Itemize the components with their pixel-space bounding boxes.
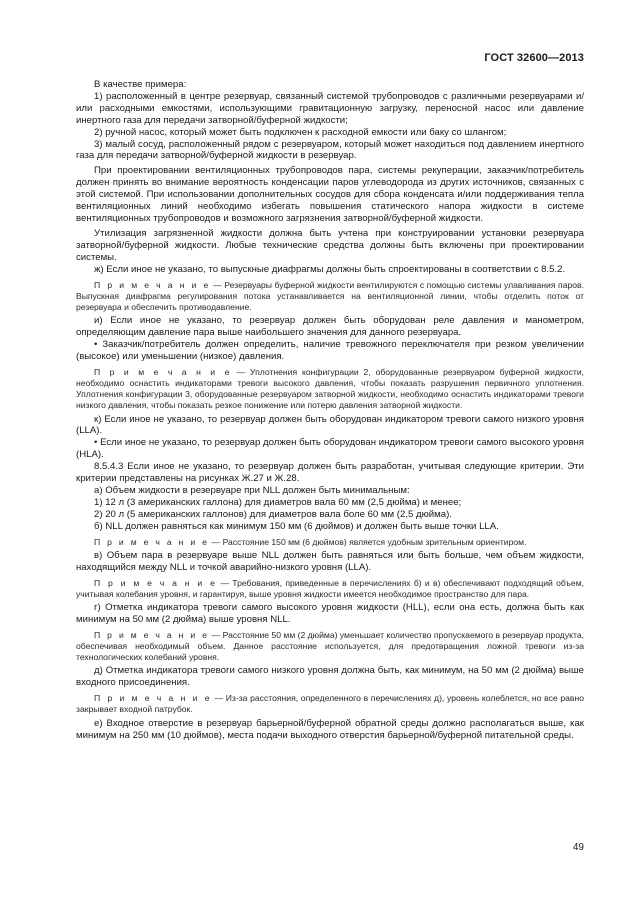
note	[76, 280, 584, 314]
note-label: П р и м е ч а н и е	[94, 279, 211, 290]
paragraph: • Заказчик/потребитель должен определить, наличие тревожного переключателя при резком увеличении (высокое) или уменьшении (низкое) давления.	[76, 338, 584, 362]
paragraph: ж) Если иное не указано, то выпускные диафрагмы должны быть спроектированы в соответствии с 8.5.2.	[94, 263, 566, 275]
page-number: 49	[572, 842, 584, 853]
note-label: П р и м е ч а н и е	[94, 693, 212, 704]
paragraph: При проектировании вентиляционных трубопроводов пара, системы рекуперации, заказчик/потребитель должен принять во внимание вероятность конденсации паров углеводорода из других источников, связанных с этой системой. При использовании дополнительных сосудов для сбора конденсата и/или поддерживания тепла вентиляционных линий необходимо избегать повышения статического напора жидкости в системе вентиляционных трубопроводов и возможного загрязнения затворной/буферной жидкости.	[76, 165, 584, 224]
note-label: П р и м е ч а н и е	[94, 629, 210, 640]
note-text: — Расстояние 150 мм (6 дюймов) является удобным зрительным ориентиром.	[209, 536, 527, 547]
paragraph: к) Если иное не указано, то резервуар должен быть оборудован индикатором тревоги самого низкого уровня (LLA).	[76, 413, 584, 437]
paragraph: е) Входное отверстие в резервуар барьерной/буферной обратной среды должно располагаться выше, как минимум на 250 мм (10 дюймов), места подачи выходного отверстия барьерной/буферной питательной среды.	[76, 717, 584, 741]
paragraph: 3) малый сосуд, расположенный рядом с резервуаром, который может находиться под давлением инертного газа для передачи затворной/буферной жидкости в резервуар.	[76, 138, 584, 162]
paragraph: и) Если иное не указано, то резервуар должен быть оборудован реле давления и манометром, определяющим давление пара выше наибольшего значения для данного резервуара.	[76, 315, 584, 339]
note	[76, 693, 584, 715]
paragraph: б) NLL должен равняться как минимум 150 мм (6 дюймов) и должен быть выше точки LLA.	[94, 520, 499, 532]
paragraph: В качестве примера:	[94, 79, 187, 90]
paragraph: • Если иное не указано, то резервуар должен быть оборудован индикатором тревоги самого высокого уровня (HLA).	[76, 437, 584, 461]
page-body	[76, 79, 584, 741]
paragraph: в) Объем пара в резервуаре выше NLL должен быть равняться или быть больше, чем объем жидкости, находящийся между NLL и точкой аварийно-низкого уровня (LLA).	[76, 549, 584, 573]
paragraph: 8.5.4.3 Если иное не указано, то резервуар должен быть разработан, учитывая следующие критерии. Эти критерии представлены на рисунках Ж.27 и Ж.28.	[76, 461, 584, 485]
paragraph: 2) 20 л (5 американских галлонов) для диаметров вала боле 60 мм (2,5 дюйма).	[94, 508, 452, 520]
note	[76, 630, 584, 664]
note-text: — Уплотнения конфигурации 2, оборудованные резервуаром буферной жидкости, необходимо оснастить индикаторами тревоги высокого давления, чтобы показать разрушения первичного уплотнения. Уплотнения конфигурации 3, оборудованные резервуаром затворной жидкости, необходимо оснастить индикаторами тревоги низкого давления, чтобы показать резкое понижение или потерю давления затворной жидкости.	[76, 366, 585, 411]
note-text: — Требования, приведенные в перечислениях б) и в) обеспечивают подходящий объем, учитывая колебания уровня, и гарантируя, выше уровня жидкости имеется необходимое пространство для пара.	[76, 577, 584, 599]
note	[76, 367, 584, 412]
note-label: П р и м е ч а н и е	[94, 536, 210, 547]
note-label: П р и м е ч а н и е	[94, 577, 218, 588]
note-text: — Расстояние 50 мм (2 дюйма) уменьшает количество пропускаемого в резервуар продукта, обеспечивая необходимый объем. Данное расстояние используется, для предотвращения ложной тревоги из-за технологических колебаний уровня.	[76, 629, 584, 663]
note-text: — Резервуары буферной жидкости вентилируются с помощью системы улавливания паров. Выпускная диафрагма регулирования потока устанавливается на вентиляционной линии, чтобы отделить поток от резервуара и обеспечить противодавление.	[76, 279, 584, 312]
standard-header: ГОСТ 32600—2013	[484, 52, 584, 64]
paragraph: 1) расположенный в центре резервуар, связанный системой трубопроводов с различными резервуарами и/или расходными емкостями, использующими гравитационную загрузку, переносной насос или давление инертного газа для передачи затворной/буферной жидкости;	[76, 90, 584, 126]
paragraph: г) Отметка индикатора тревоги самого высокого уровня жидкости (HLL), если она есть, должна быть как минимум на 50 мм (2 дюйма) выше уровня NLL.	[76, 602, 584, 625]
note	[76, 537, 584, 548]
paragraph: д) Отметка индикатора тревоги самого низкого уровня должна быть, как минимум, на 50 мм (2 дюйма) выше входного присоединения.	[76, 665, 584, 689]
paragraph: 2) ручной насос, который может быть подключен к расходной емкости или баку со шлангом;	[94, 126, 507, 138]
paragraph: а) Объем жидкости в резервуаре при NLL должен быть минимальным:	[94, 484, 410, 496]
note-label: П р и м е ч а н и е	[94, 366, 232, 377]
note-text: — Из-за расстояния, определенного в перечислениях д), уровень колеблется, но все равно закрывает входной патрубок.	[76, 693, 584, 715]
paragraph: 1) 12 л (3 американских галлона) для диаметров вала 60 мм (2,5 дюйма) и менее;	[94, 496, 462, 508]
paragraph: Утилизация загрязненной жидкости должна быть учтена при конструировании установки резервуара затворной/буферной жидкости. Любые технические средства должны быть включены при проектировании системы.	[76, 227, 584, 263]
note	[76, 578, 584, 600]
